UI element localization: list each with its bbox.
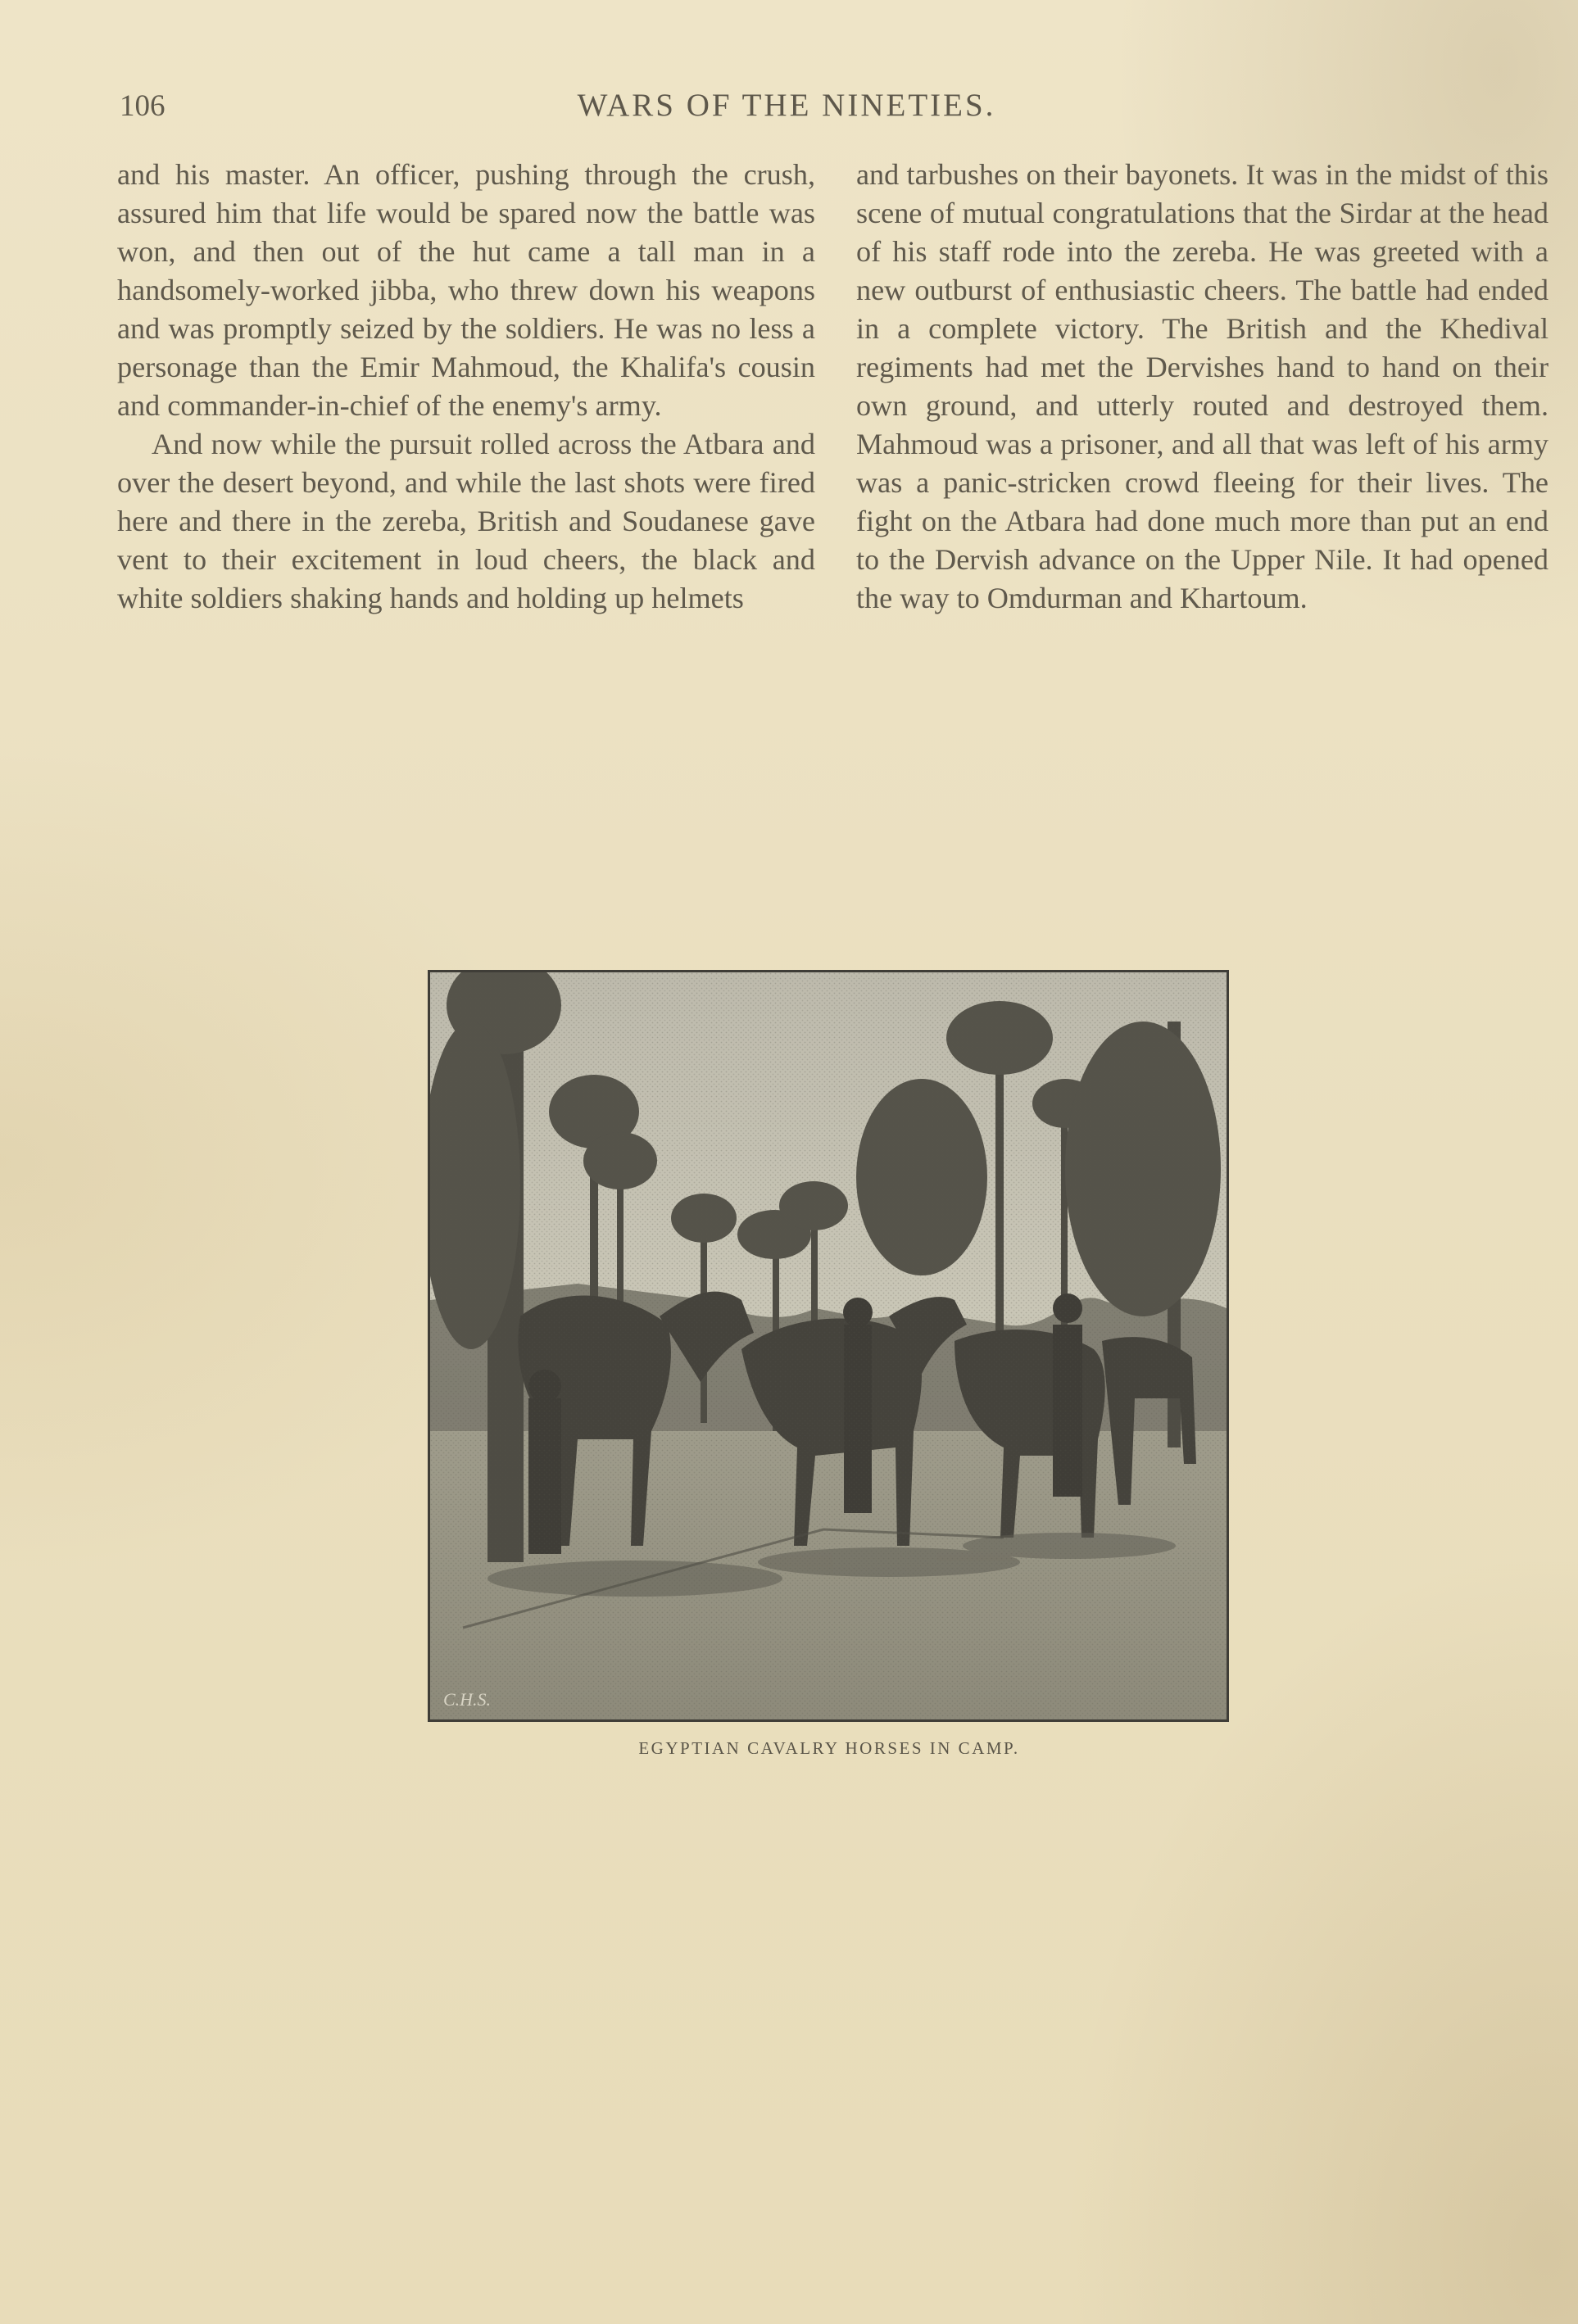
illustration-caption: EGYPTIAN CAVALRY HORSES IN CAMP.	[638, 1738, 1020, 1758]
right-text-column	[856, 156, 1549, 618]
paragraph: And now while the pursuit rolled across the Atbara and over the desert beyond, and while the last shots were fired here and there in the zereba, British and Soudanese gave vent to their excitement in loud cheers, the black and white soldiers shaking hands and holding up helmets	[117, 428, 815, 614]
halftone-illustration	[428, 970, 1229, 1722]
paragraph: and tarbushes on their bayonets. It was in the midst of this scene of mutual congratulations that the Sirdar at the head of his staff rode into the zereba. He was greeted with a new outburst of enthusiastic cheers. The battle had ended in a complete victory. The British and the Khedival regiments had met the Dervishes hand to hand on their own ground, and utterly routed and destroyed them. Mahmoud was a prisoner, and all that was left of his army was a panic-stricken crowd fleeing for their lives. The fight on the Atbara had done much more than put an end to the Dervish advance on the Upper Nile. It had opened the way to Omdurman and Khartoum.	[856, 158, 1549, 614]
paragraph: and his master. An officer, pushing through the crush, assured him that life would be spared now the battle was won, and then out of the hut came a tall man in a handsomely-worked jibba, who threw down his weapons and was promptly seized by the soldiers. He was no less a personage than the Emir Mahmoud, the Khalifa's cousin and commander-in-chief of the enemy's army.	[117, 158, 815, 422]
artist-signature: C.H.S.	[443, 1689, 492, 1710]
running-title: WARS OF THE NINETIES.	[577, 88, 996, 123]
left-text-column	[117, 156, 815, 618]
cavalry-horses-photo	[430, 972, 1227, 1719]
page-number: 106	[120, 89, 166, 123]
